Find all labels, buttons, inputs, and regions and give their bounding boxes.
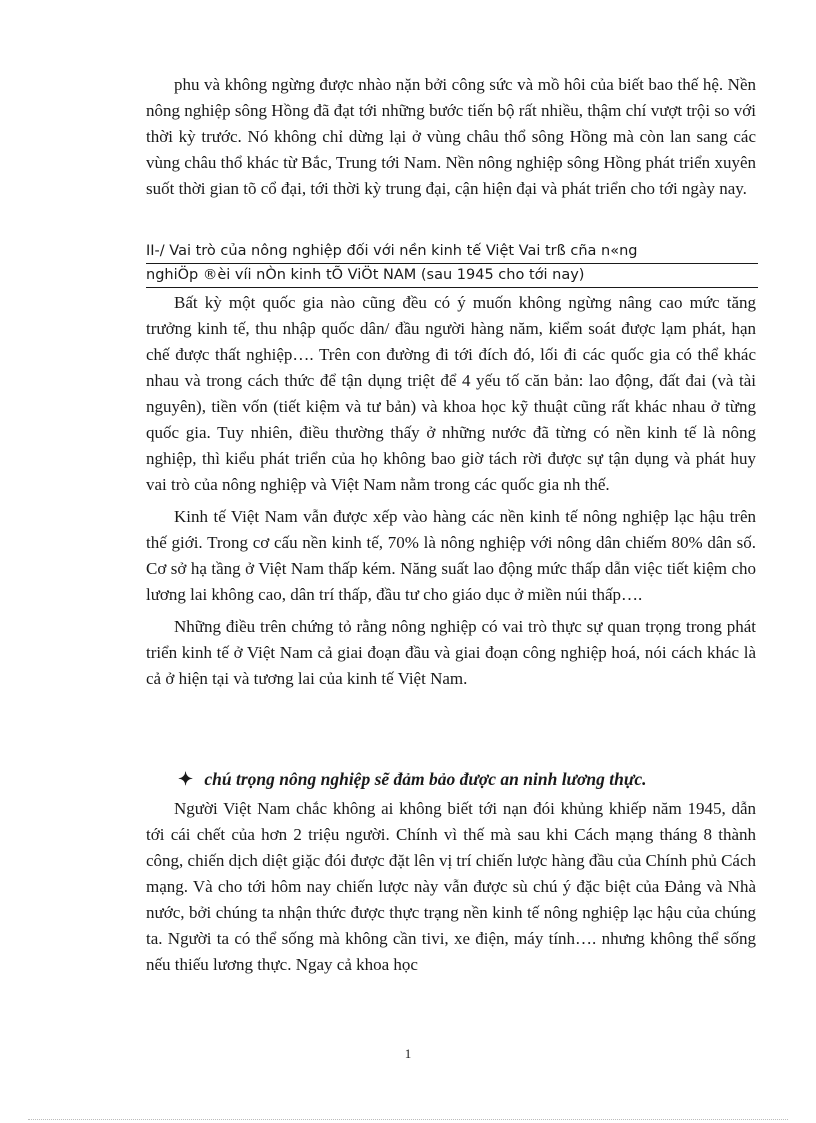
paragraph-3: Những điều trên chứng tỏ rằng nông nghiệp có vai trò thực sự quan trọng trong phát triển kinh tế ở Việt Nam cả giai đoạn đầu và giai đoạn công nghiệp hoá, nói cách khác là cả ở hiện tại và tương lai của kinh tế Việt Nam. (146, 617, 756, 688)
page-number: 1 (404, 1046, 412, 1061)
diamond-bullet-icon: ✦ (178, 769, 194, 789)
closing-paragraph: Người Việt Nam chắc không ai không biết tới nạn đói khủng khiếp năm 1945, dẫn tới cái chết của hơn 2 triệu người. Chính vì thế mà sau khi Cách mạng tháng 8 thành công, chiến dịch diệt giặc đói được đặt lên vị trí chiến lược hàng đầu của Chính phủ Cách mạng. Và cho tới hôm nay chiến lược này vẫn được sù chú ý đặc biệt của Đảng và Nhà nước, bởi chúng ta nhận thức được thực trạng nền kinh tế nông nghiệp lạc hậu của chúng ta. Người ta có thể sống mà không cần tivi, xe điện, máy tính…. nhưng không thể sống nếu thiếu lương thực. Ngay cả khoa học (146, 799, 756, 974)
sub-heading-text: chú trọng nông nghiệp sẽ đảm bảo được an ninh lương thực. (204, 769, 647, 789)
sub-heading (178, 766, 758, 792)
section-heading (146, 240, 758, 288)
intro-paragraph: phu và không ngừng được nhào nặn bởi công sức và mồ hôi của biết bao thế hệ. Nền nông nghiệp sông Hồng đã đạt tới những bước tiến bộ rất nhiều, thậm chí vượt trội so với thời kỳ trước. Nó không chỉ dừng lại ở vùng châu thổ sông Hồng mà còn lan sang các vùng châu thổ khác từ Bắc, Trung tới Nam. Nền nông nghiệp sông Hồng phát triển xuyên suốt thời gian tõ cổ đại, tới thời kỳ trung đại, cận hiện đại và phát triển cho tới ngày nay. (146, 75, 756, 198)
body-paragraphs (146, 290, 756, 692)
section-heading-line-2: nghiÖp ®èi víi nÒn kinh tÕ ViÖt NAM (sau 1945 cho tới nay) (146, 267, 585, 283)
intro-paragraph-block (146, 72, 756, 202)
footer-divider (28, 1119, 788, 1120)
section-heading-line-1: II-/ Vai trò của nông nghiệp đối với nền kinh tế Việt Vai trß cña n«ng (146, 240, 758, 264)
closing-paragraph-block (146, 796, 756, 978)
paragraph-1: Bất kỳ một quốc gia nào cũng đều có ý muốn không ngừng nâng cao mức tăng trưởng kinh tế, thu nhập quốc dân/ đầu người hàng năm, kiểm soát được lạm phát, hạn chế được thất nghiệp…. Trên con đường đi tới đích đó, lối đi các quốc gia có thể khác nhau và trong cách thức để tận dụng triệt để 4 yếu tố căn bản: lao động, đất đai (và tài nguyên), tiền vốn (tiết kiệm và tư bản) và khoa học kỹ thuật cũng rất khác nhau ở từng quốc gia. Tuy nhiên, điều thường thấy ở những nước đã từng có nền kinh tế là nông nghiệp, thì kiểu phát triển của họ không bao giờ tách rời được sự tận dụng và phát huy vai trò của nông nghiệp và Việt Nam nằm trong các quốc gia nh thế. (146, 293, 756, 494)
paragraph-2: Kinh tế Việt Nam vẫn được xếp vào hàng các nền kinh tế nông nghiệp lạc hậu trên thế giới. Trong cơ cấu nền kinh tế, 70% là nông nghiệp với nông dân chiếm 80% dân số. Cơ sở hạ tầng ở Việt Nam thấp kém. Năng suất lao động mức thấp dẫn việc tiết kiệm cho lương lai không cao, dân trí thấp, đầu tư cho giáo dục ở miền núi thấp…. (146, 507, 756, 604)
